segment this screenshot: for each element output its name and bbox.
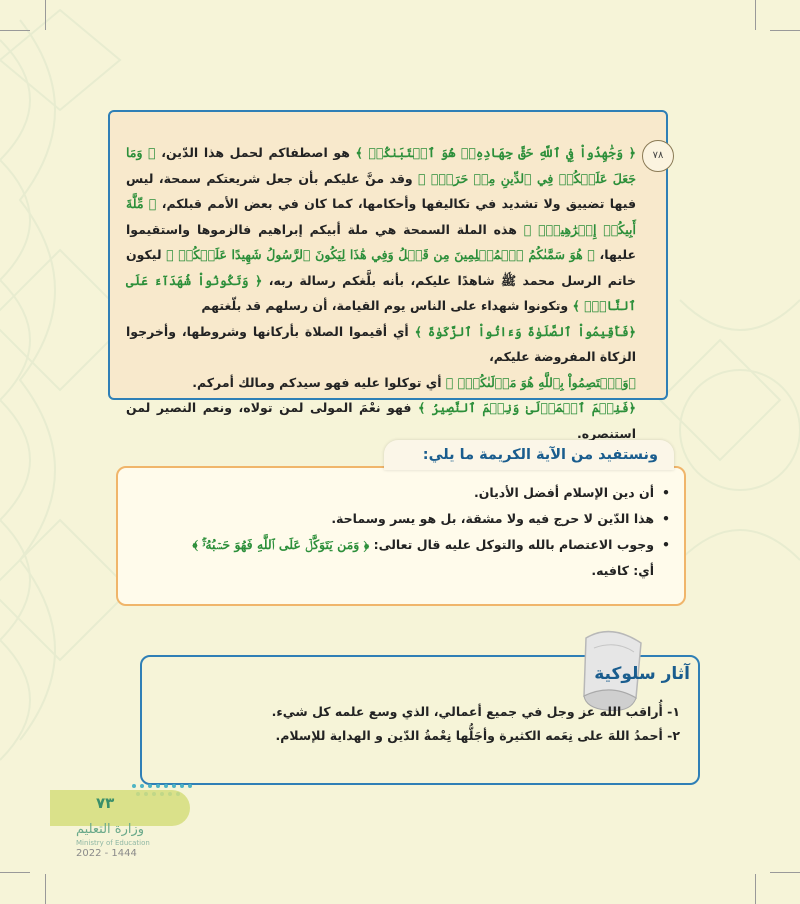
quran-quote: ﴿ هُوَ سَمَّىٰكُمُ ٱلۡمُسۡلِمِينَ مِن قَبۡلُ وَفِي هَٰذَا لِيَكُونَ ٱلرَّسُولُ شَهِيدًا عَلَيۡكُمۡ ﴾: [166, 247, 595, 262]
bullet-icon: •: [662, 485, 670, 500]
benefits-list: [140, 480, 670, 584]
crop-mark: [45, 0, 46, 30]
list-item: [140, 532, 670, 558]
list-item: ٢- أحمدُ اللهَ على نِعَمه الكثيرة وأجَلُّها نِعْمةُ الدّين و الهداية للإسلام.: [275, 728, 680, 743]
bullet-icon: •: [662, 537, 670, 552]
crop-mark: [770, 872, 800, 873]
tafsir-explanation: أي توكلوا عليه فهو سيدكم ومالك أمركم.: [192, 374, 446, 390]
crop-mark: [755, 0, 756, 30]
tafsir-explanation: هو اصطفاكم لحمل هذا الدّين،: [155, 145, 356, 160]
quran-quote: ﴿فَنِعۡمَ ٱلۡمَوۡلَىٰ وَنِعۡمَ ٱلنَّصِيرُ ﴾: [417, 400, 636, 415]
behavior-title: آثار سلوكية: [594, 664, 690, 684]
tafsir-explanation: هذه الملة السمحة هي ملة أبيكم إبراهيم فالزموها واستقيموا عليها،: [126, 221, 636, 262]
crop-mark: [45, 874, 46, 904]
quran-quote: ﴿ وَمَن يَتَوَكَّلۡ عَلَى ٱللَّهِ فَهُوَ حَسۡبُهُۥٓۚ ﴾: [192, 537, 370, 552]
tafsir-explanation: فهو نعْمَ المولى لمن تولاه، ونعم النصير لمن استنصره.: [126, 400, 636, 441]
list-item: [140, 506, 670, 532]
tafsir-line-hold-fast: [126, 370, 636, 396]
ayah-number: ٧٨: [652, 150, 664, 161]
tafsir-explanation: وقد منَّ عليكم بأن جعل شريعتكم سمحة، ليس فيها تضييق ولا تشديد في تكاليفها وأحكامها، كما كان في بعض الأمم قبلكم،: [126, 170, 637, 211]
benefit-note: أي: كافيه.: [591, 563, 654, 578]
tafsir-explanation: أي أقيموا الصلاة بأركانها وشروطها، وأخرجوا الزكاة المفروضة عليكم،: [126, 323, 636, 364]
crop-mark: [0, 30, 30, 31]
quran-quote: ﴿ وَجَٰهِدُواْ فِي ٱللَّهِ حَقَّ جِهَادِهِۦۚ هُوَ ٱجۡتَبَىٰكُمۡ ﴾: [355, 145, 636, 160]
edition-year: 2022 - 1444: [76, 848, 137, 859]
ministry-name-en: Ministry of Education: [76, 839, 150, 847]
benefit-text: وجوب الاعتصام بالله والتوكل عليه قال تعالى:: [373, 537, 654, 552]
page-number: ٧٣: [96, 794, 115, 812]
ministry-name: وزارة التعليم: [76, 822, 145, 837]
tafsir-line-best-protector: [126, 395, 636, 446]
tafsir-explanation: وتكونوا شهداء على الناس يوم القيامة، أن رسلهم قد بلّغتهم: [201, 298, 573, 313]
benefit-text: أن دين الإسلام أفضل الأديان.: [473, 485, 654, 500]
quran-quote: ﴿ مِّلَّةَ أَبِيكُمۡ إِبۡرَٰهِيمَۚ ﴾: [126, 196, 636, 237]
quran-quote: ﴿ وَتَكُونُواْ شُهَدَآءَ عَلَى ٱلنَّاسِۚ ﴾: [126, 272, 636, 313]
ayah-number-medallion: [642, 140, 674, 172]
benefits-title: ونستفيد من الآية الكريمة ما يلي:: [384, 440, 674, 470]
behavior-list: [160, 700, 680, 748]
list-item: ١- أُراقب الله عز وجل في جميع أعمالي، الذي وسع علمه كل شيء.: [271, 704, 680, 719]
list-item: [140, 558, 670, 584]
tafsir-explanation: ليكون خاتم الرسل محمد ﷺ شاهدًا عليكم، بأنه بلَّغكم رسالة ربه،: [126, 247, 636, 288]
footer-stripe: [50, 790, 190, 826]
benefit-text: هذا الدّين لا حرج فيه ولا مشقة، بل هو يسر وسماحة.: [331, 511, 654, 526]
quran-quote: ﴿ وَمَا جَعَلَ عَلَيۡكُمۡ فِي ٱلدِّينِ مِنۡ حَرَجٖۚ ﴾: [126, 145, 636, 186]
quran-quote: ﴿فَأَقِيمُواْ ٱلصَّلَوٰةَ وَءَاتُواْ ٱلزَّكَوٰةَ ﴾: [414, 323, 636, 339]
bullet-icon: •: [662, 511, 670, 526]
crop-mark: [0, 872, 30, 873]
tafsir-text: [126, 140, 636, 446]
tafsir-paragraph: [126, 140, 636, 319]
list-item: [140, 480, 670, 506]
crop-mark: [755, 874, 756, 904]
tafsir-line-prayer: [126, 319, 636, 370]
quran-quote: ﴿وَٱعۡتَصِمُواْ بِٱللَّهِ هُوَ مَوۡلَىٰكُمۡۖ ﴾: [445, 374, 636, 390]
crop-mark: [770, 30, 800, 31]
